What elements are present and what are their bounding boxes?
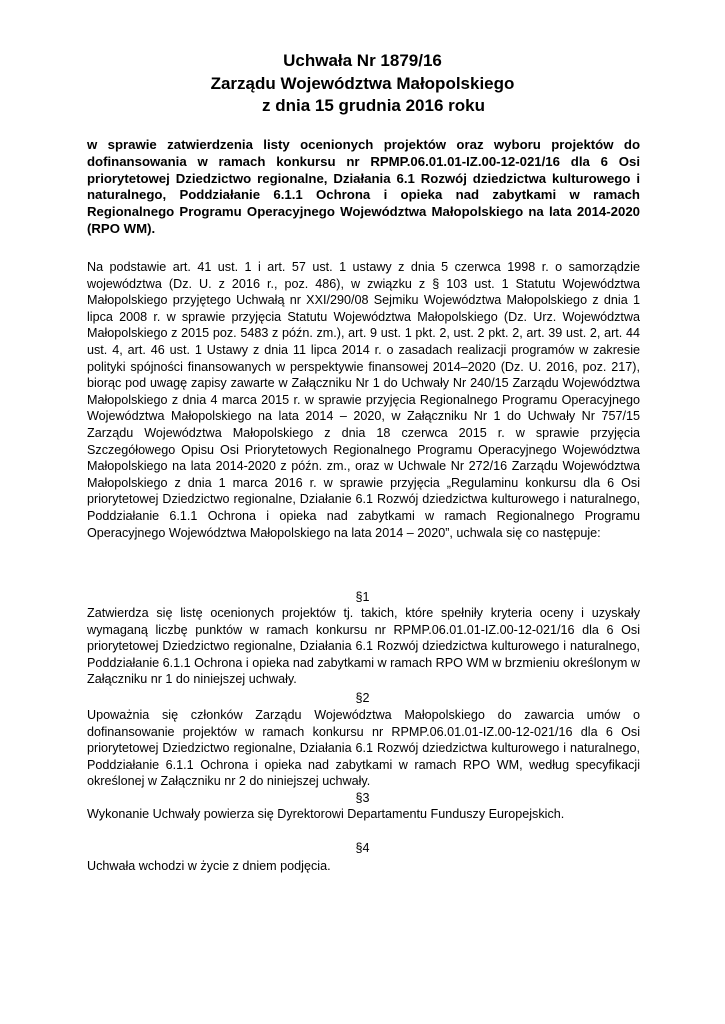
section-3-text: Wykonanie Uchwały powierza się Dyrektorowi Departamentu Funduszy Europejskich. [87,807,565,821]
resolution-number-title: Uchwała Nr 1879/16 [283,51,442,70]
section-1-text: Zatwierdza się listę ocenionych projektów tj. takich, które spełniły kryteria oceny i uzyskały wymaganą liczbę punktów w ramach konkursu nr RPMP.06.01.01-IZ.00-12-021/16 dla 6 Osi priorytetowej Dziedzictwo regionalne, Działania 6.1 Rozwój dziedzictwa kulturowego i naturalnego, Poddziałanie 6.1.1 Ochrona i opieka nad zabytkami w ramach RPO WM w brzmieniu określonym w Załączniku nr 1 do niniejszej uchwały. [87,606,640,687]
section-4-mark: §4 [355,841,370,855]
section-2-mark: §2 [355,691,370,705]
section-2-text: Upoważnia się członków Zarządu Województwa Małopolskiego do zawarcia umów o dofinansowanie projektów w ramach konkursu nr RPMP.06.01.01-IZ.00-12-021/16 dla 6 Osi priorytetowej Dziedzictwo regionalne, Działania 6.1 Rozwój dziedzictwa kulturowego i naturalnego, Poddziałanie 6.1.1 Ochrona i opieka nad zabytkami w ramach RPO WM, według specyfikacji określonej w Załączniku nr 2 do niniejszej uchwały. [87,708,640,789]
section-3-mark: §3 [355,791,370,805]
legal-basis-preamble: Na podstawie art. 41 ust. 1 i art. 57 ust. 1 ustawy z dnia 5 czerwca 1998 r. o samorządzie województwa (Dz. U. z 2016 r., poz. 486), w związku z § 103 ust. 1 Statutu Województwa Małopolskiego przyjętego Uchwałą nr XXI/290/08 Sejmiku Województwa Małopolskiego z dnia 1 lipca 2008 r. w sprawie przyjęcia Statutu Województwa Małopolskiego (Dz. Urz. Województwa Małopolskiego z 2015 poz. 5483 z późn. zm.), art. 9 ust. 1 pkt. 2, ust. 2 pkt. 2, art. 39 ust. 2, art. 44 ust. 4, art. 46 ust. 1 Ustawy z dnia 11 lipca 2014 r. o zasadach realizacji programów w zakresie polityki spójności finansowanych w perspektywie finansowej 2014–2020 (Dz. U. 2016, poz. 217), biorąc pod uwagę zapisy zawarte w Załączniku Nr 1 do Uchwały Nr 240/15 Zarządu Województwa Małopolskiego z dnia 4 marca 2015 r. w sprawie przyjęcia Regionalnego Programu Operacyjnego Województwa Małopolskiego na lata 2014 – 2020, w Załączniku Nr 1 do Uchwały Nr 757/15 Zarządu Województwa Małopolskiego z dnia 18 czerwca 2015 r. w sprawie przyjęcia Szczegółowego Opisu Osi Priorytetowych Regionalnego Programu Operacyjnego Województwa Małopolskiego na lata 2014-2020 z późn. zm., oraz w Uchwale Nr 272/16 Zarządu Województwa Małopolskiego z dnia 1 marca 2016 r. w sprawie przyjęcia „Regulaminu konkursu dla 6 Osi priorytetowej Dziedzictwo regionalne, Działanie 6.1 Rozwój dziedzictwa kulturowego i naturalnego, Poddziałanie 6.1.1 Ochrona i opieka nad zabytkami w ramach Regionalnego Programu Operacyjnego Województwa Małopolskiego na lata 2014 – 2020”, uchwala się co następuje: [87,260,640,540]
resolution-subject: w sprawie zatwierdzenia listy ocenionych projektów oraz wyboru projektów do dofinansowania w ramach konkursu nr RPMP.06.01.01-IZ.00-12-021/16 dla 6 Osi priorytetowej Dziedzictwo regionalne, Działania 6.1 Rozwój dziedzictwa kulturowego i naturalnego, Poddziałanie 6.1.1 Ochrona i opieka nad zabytkami w ramach Regionalnego Programu Operacyjnego Województwa Małopolskiego na lata 2014-2020 (RPO WM). [87,137,640,236]
resolution-date-title: z dnia 15 grudnia 2016 roku [262,96,485,115]
issuing-body-title: Zarządu Województwa Małopolskiego [210,74,515,93]
section-4-text: Uchwała wchodzi w życie z dniem podjęcia. [87,859,331,873]
section-1-mark: §1 [355,590,370,604]
